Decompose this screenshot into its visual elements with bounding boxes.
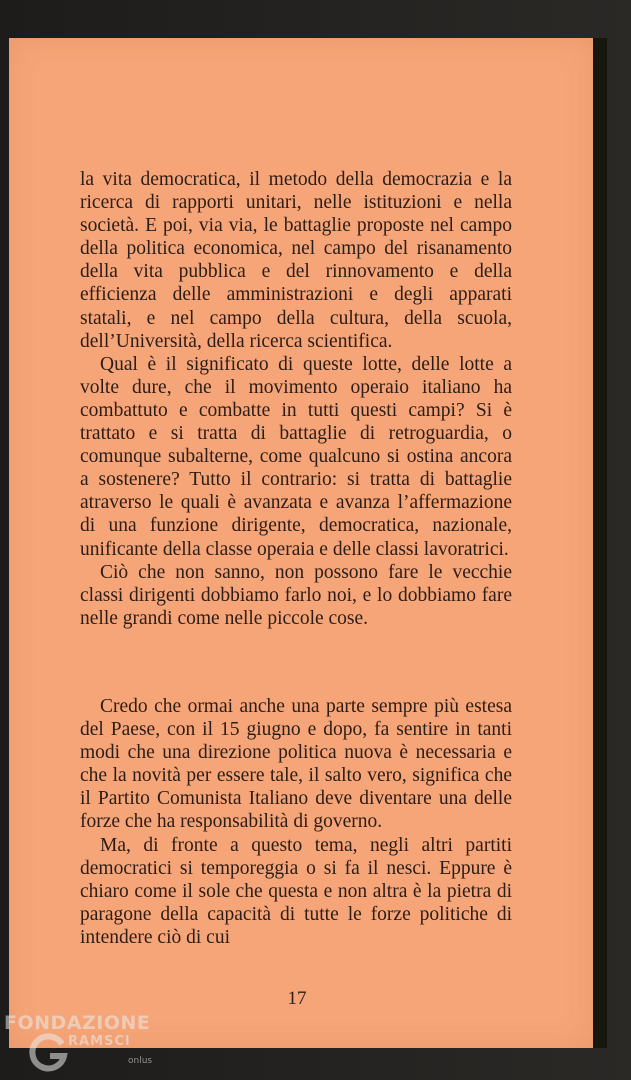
paragraph-4: Credo che ormai anche una parte sempre più estesa del Paese, con il 15 giugno e dopo, fa sentire in tanti modi che una direzione politica nuova è necessaria e che la novità per essere tale, il salto vero, significa che il Partito Comunista Italiano deve diventare una delle forze che ha responsabilità di governo. [80,696,512,833]
paragraph-5: Ma, di fronte a questo tema, negli altri partiti democratici si temporeggia o si fa il nesci. Eppure è chiaro come il sole che questa e non altra è la pietra di paragone della capacità di tutte le forze politiche di intendere ciò di cui [80,834,512,948]
book-page [9,38,593,1048]
watermark-title: FONDAZIONE [4,1012,151,1034]
paragraph-3: Ciò che non sanno, non possono fare le vecchie classi dirigenti dobbiamo farlo noi, e lo dobbiamo fare nelle grandi come nelle piccole cose. [80,561,512,629]
page-number: 17 [287,988,307,1009]
text-section-1 [80,168,512,630]
text-section-2 [80,695,512,949]
book-edge [593,38,607,1048]
g-logo-icon [26,1030,70,1074]
paragraph-2: Qual è il significato di queste lotte, delle lotte a volte dure, che il movimento operaio italiano ha combattuto e combatte in tutti questi campi? Si è trattato e si tratta di battaglie di retroguardia, o comunque subalterne, come qualcuno si ostina ancora a sostenere? Tutto il contrario: si tratta di battaglie atraverso le quali è avanzata e avanza l’affermazione di una funzione dirigente, democratica, nazionale, unificante della classe operaia e delle classi lavoratrici. [80,353,512,560]
paragraph-1: la vita democratica, il metodo della democrazia e la ricerca di rapporti unitari, nelle istituzioni e nella società. E poi, via via, le battaglie proposte nel campo della politica economica, nel campo del risanamento della vita pubblica e del rinnovamento e della efficienza delle amministrazioni e degli apparati statali, e nel campo della cultura, della scuola, dell’Università, della ricerca scientifica. [80,169,512,352]
watermark-logo [4,1012,174,1078]
watermark-tag: onlus [128,1056,153,1066]
watermark-subtitle: RAMSCI [68,1034,131,1049]
